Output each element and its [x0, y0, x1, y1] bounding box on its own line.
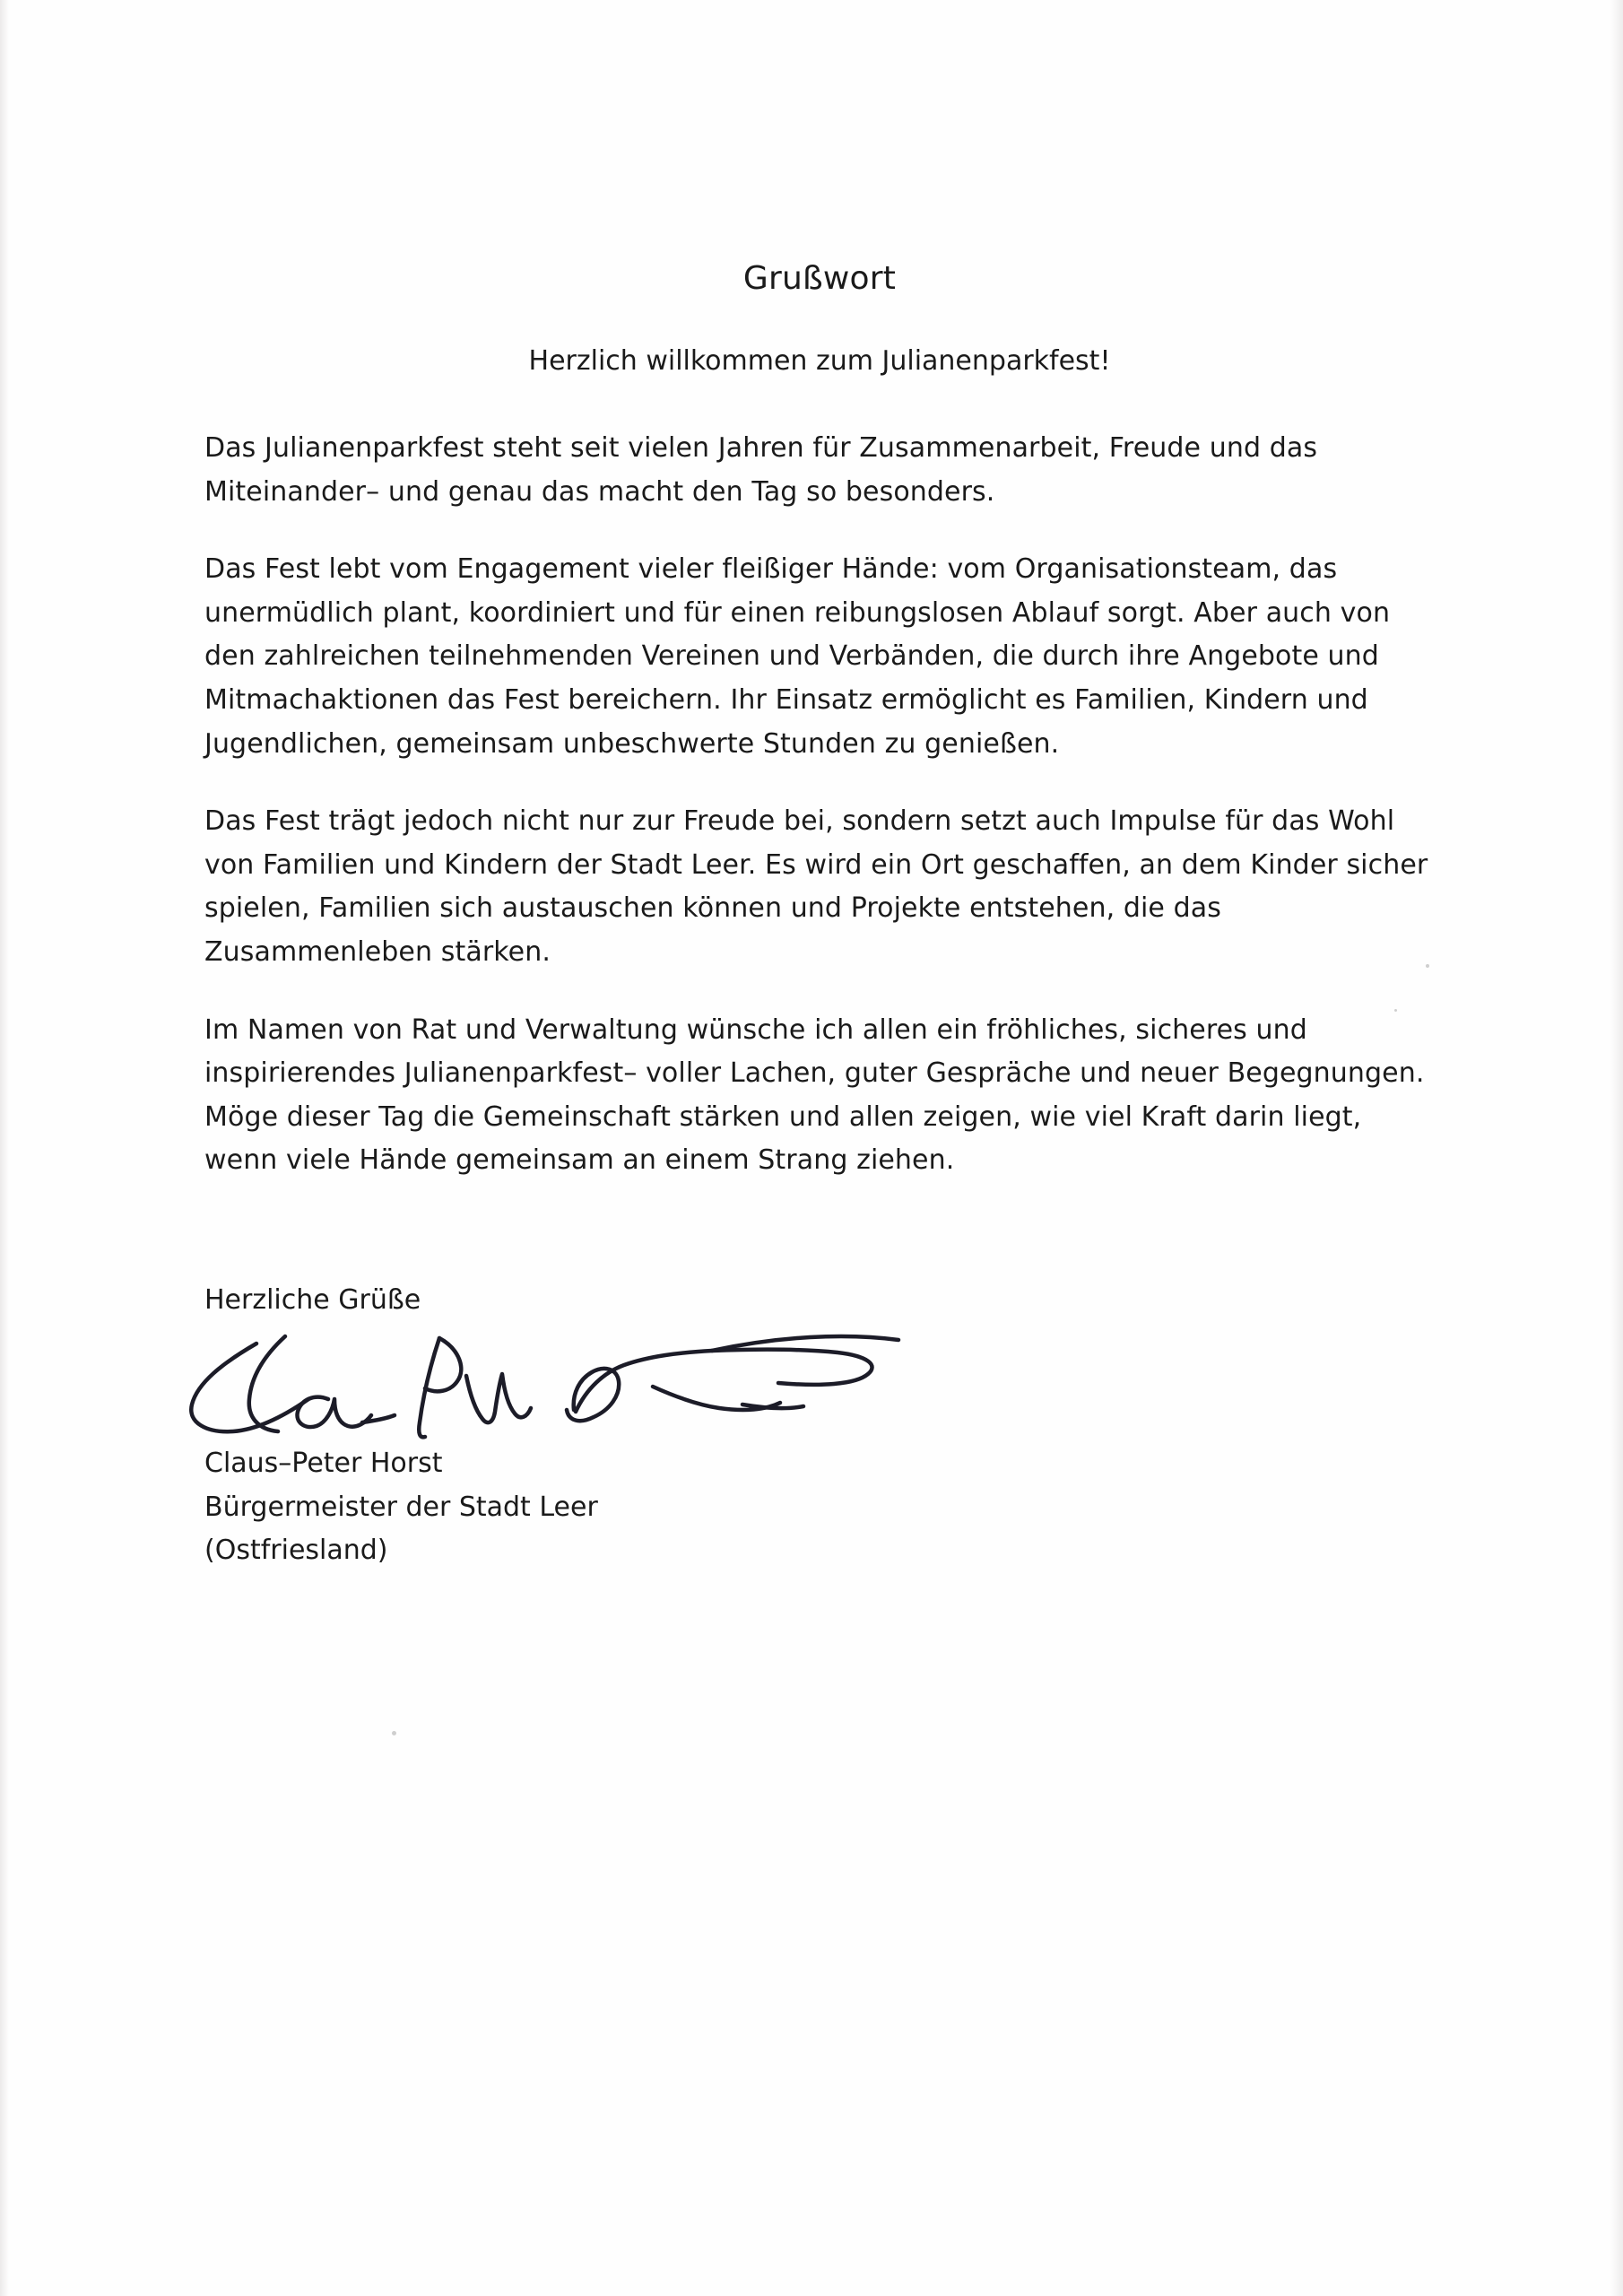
greeting-line: Herzlich willkommen zum Julianenparkfest! [528, 345, 1111, 377]
paragraph-2: Das Fest lebt vom Engagement vieler fleißiger Hände: vom Organisationsteam, das unermüdlich plant, koordiniert und für einen reibungslosen Ablauf sorgt. Aber auch von den zahlreichen teilnehmenden Vereinen und Verbänden, die durch ihre Angebote und Mitmachaktionen das Fest bereichern. Ihr Einsatz ermöglicht es Familien, Kindern und Jugendlichen, gemeinsam unbeschwerte Stunden zu genießen. [204, 553, 1391, 760]
signer-details [204, 1442, 1435, 1573]
scan-speck [392, 1731, 396, 1735]
closing-line: Herzliche Grüße [204, 1283, 421, 1316]
signer-location: (Ostfriesland) [204, 1535, 388, 1567]
paragraph-4: Im Namen von Rat und Verwaltung wünsche ich allen ein fröhliches, sicheres und inspirierendes Julianenparkfest– voller Lachen, guter Gespräche und neuer Begegnungen. Möge dieser Tag die Gemeinschaft stärken und allen zeigen, wie viel Kraft darin liegt, wenn viele Hände gemeinsam an einem Strang ziehen. [204, 1013, 1425, 1177]
signer-name: Claus–Peter Horst [204, 1447, 443, 1479]
scan-edge-right [1610, 0, 1623, 2296]
letter-body [204, 260, 1435, 1573]
signer-role: Bürgermeister der Stadt Leer [204, 1491, 598, 1523]
handwritten-signature-icon [151, 1322, 958, 1457]
page-title: Grußwort [742, 260, 897, 297]
paragraph-1: Das Julianenparkfest steht seit vielen Jahren für Zusammenarbeit, Freude und das Miteinander– und genau das macht den Tag so besonders. [204, 432, 1318, 508]
paragraph-3: Das Fest trägt jedoch nicht nur zur Freude bei, sondern setzt auch Impulse für das Wohl von Familien und Kindern der Stadt Leer. Es wird ein Ort geschaffen, an dem Kinder sicher spielen, Familien sich austauschen können und Projekte entstehen, die das Zusammenleben stärken. [204, 805, 1428, 968]
signature-image [151, 1322, 1435, 1457]
scan-edge-left [0, 0, 9, 2296]
